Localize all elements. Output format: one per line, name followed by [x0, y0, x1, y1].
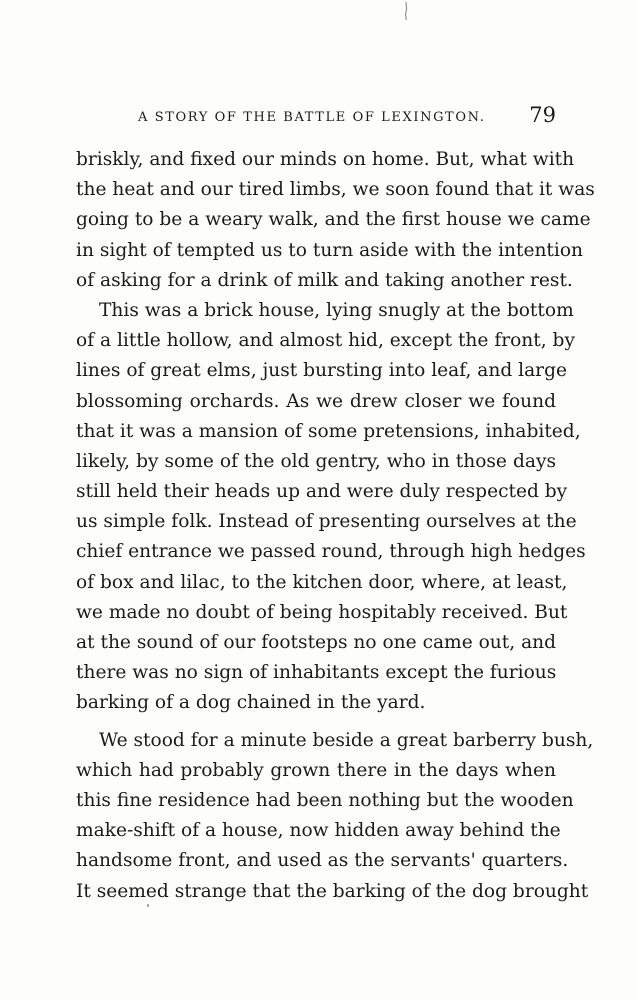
text-line: which had probably grown there in the days when: [76, 759, 556, 781]
text-line: lines of great elms, just bursting into leaf, and large: [76, 360, 567, 382]
text-line: make-shift of a house, now hidden away behind the: [76, 820, 561, 842]
text-line: we made no doubt of being hospitably received. But: [76, 601, 568, 623]
top-margin-mark: [403, 0, 409, 22]
page-number: 79: [529, 103, 556, 127]
running-title: A STORY OF THE BATTLE OF LEXINGTON.: [138, 110, 486, 125]
text-line: at the sound of our footsteps no one came out, and: [76, 632, 557, 653]
text-line: likely, by some of the old gentry, who in those days: [76, 450, 556, 472]
text-line: in sight of tempted us to turn aside with the intention: [76, 239, 584, 261]
text-line: going to be a weary walk, and the first house we came: [76, 209, 591, 231]
text-line: briskly, and fixed our minds on home. But, what with: [76, 149, 575, 170]
bottom-margin-speck: [147, 904, 149, 907]
text-line: This was a brick house, lying snugly at the bottom: [99, 299, 574, 321]
text-line: We stood for a minute beside a great barberry bush,: [99, 729, 594, 751]
text-line: there was no sign of inhabitants except the furious: [76, 662, 557, 684]
text-line: blossoming orchards. As we drew closer we found: [76, 390, 556, 412]
text-line: of box and lilac, to the kitchen door, where, at least,: [76, 571, 568, 593]
text-line: this fine residence had been nothing but the wooden: [76, 789, 574, 811]
paragraph: [76, 296, 586, 719]
paragraph: [76, 726, 594, 907]
text-line: handsome front, and used as the servants' quarters.: [76, 850, 569, 872]
running-header: [76, 103, 556, 131]
text-line: still held their heads up and were duly respected by: [76, 481, 568, 503]
body-text: [76, 145, 595, 907]
text-line: barking of a dog chained in the yard.: [76, 692, 426, 714]
text-line: us simple folk. Instead of presenting ourselves at the: [76, 511, 577, 533]
text-line: of a little hollow, and almost hid, except the front, by: [76, 330, 575, 352]
text-line: of asking for a drink of milk and taking another rest.: [76, 269, 573, 291]
text-line: It seemed strange that the barking of the dog brought: [76, 880, 589, 902]
text-line: the heat and our tired limbs, we soon found that it was: [76, 179, 595, 201]
text-line: chief entrance we passed round, through high hedges: [76, 541, 586, 563]
paragraph: [76, 145, 595, 296]
text-line: that it was a mansion of some pretensions, inhabited,: [76, 420, 581, 442]
